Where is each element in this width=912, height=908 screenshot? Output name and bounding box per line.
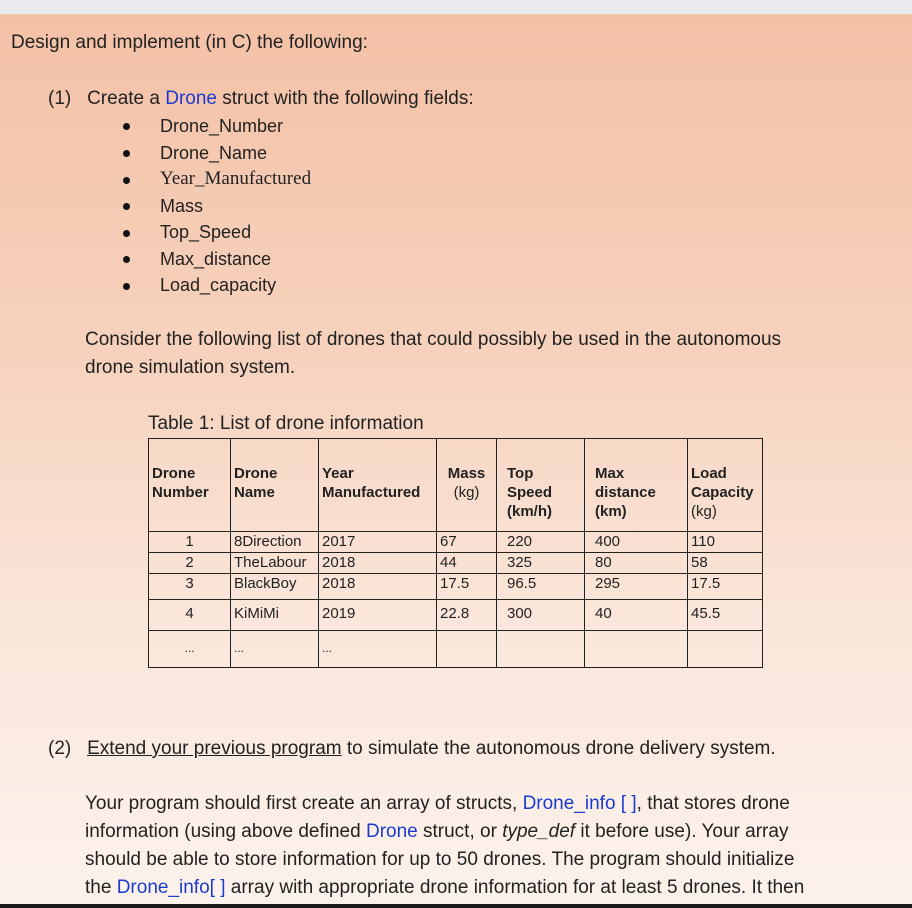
cell-year: 2019 — [319, 600, 437, 631]
cell-top-speed: 220 — [497, 532, 585, 553]
cell-mass: 22.8 — [437, 600, 497, 631]
cell-name: ... — [231, 631, 319, 668]
consider-line-1: Consider the following list of drones that could possibly be used in the autonomous — [85, 329, 782, 350]
list-item: Drone_Name — [160, 143, 268, 163]
table-header-row — [149, 439, 763, 532]
part2-number: (2) — [48, 738, 72, 759]
cell-mass: 17.5 — [437, 574, 497, 600]
header-top-speed: Top Speed (km/h) — [497, 439, 585, 532]
text-run: array with appropriate drone information for at least 5 drones. It then — [230, 877, 805, 898]
table-row — [149, 600, 763, 631]
cell-load-capacity: 17.5 — [688, 574, 763, 600]
cell-max-distance: 400 — [585, 532, 688, 553]
part2-para-line-1 — [85, 792, 790, 816]
part2-line — [48, 737, 776, 761]
bullet-icon — [123, 150, 130, 157]
cell-max-distance — [585, 631, 688, 668]
list-item: Max_distance — [160, 249, 272, 269]
cell-number: ... — [149, 631, 231, 668]
cell-name: TheLabour — [231, 553, 319, 574]
cell-max-distance: 80 — [585, 553, 688, 574]
part2-para-line-3: should be able to store information for up to 50 drones. The program should initialize — [85, 849, 795, 870]
drone-table — [148, 438, 763, 668]
drone-info-array-name: Drone_info [ ] — [522, 793, 637, 814]
text-run: the — [85, 877, 112, 898]
table-row — [149, 532, 763, 553]
extend-previous-program-link[interactable]: Extend your previous program — [87, 738, 342, 759]
part1-line — [48, 87, 474, 111]
part2-rest: to simulate the autonomous drone delivery system. — [346, 738, 776, 759]
drone-struct-name: Drone — [165, 88, 217, 109]
page-heading: Design and implement (in C) the following: — [11, 32, 368, 53]
window-bottom-edge — [0, 904, 912, 908]
cell-top-speed — [497, 631, 585, 668]
table-caption: Table 1: List of drone information — [148, 413, 424, 434]
window-top-strip — [0, 0, 912, 14]
bullet-icon — [123, 177, 130, 184]
table-row — [149, 553, 763, 574]
part2-para-line-2 — [85, 820, 788, 844]
cell-load-capacity: 45.5 — [688, 600, 763, 631]
list-item: Load_capacity — [160, 275, 277, 295]
drone-info-array-ref: Drone_info[ ] — [116, 877, 226, 898]
cell-name: 8Direction — [231, 532, 319, 553]
cell-mass: 67 — [437, 532, 497, 553]
drone-struct-ref: Drone — [365, 821, 418, 842]
text-run: struct, or — [423, 821, 497, 842]
cell-mass: 44 — [437, 553, 497, 574]
cell-year: 2018 — [319, 574, 437, 600]
cell-year: 2018 — [319, 553, 437, 574]
cell-number: 4 — [149, 600, 231, 631]
header-mass: Mass (kg) — [437, 439, 497, 532]
cell-top-speed: 325 — [497, 553, 585, 574]
cell-name: KiMiMi — [231, 600, 319, 631]
cell-year: 2017 — [319, 532, 437, 553]
bullet-icon — [123, 123, 130, 130]
header-drone-name: Drone Name — [231, 439, 319, 532]
list-item: Top_Speed — [160, 222, 252, 242]
part1-post: struct with the following fields: — [222, 88, 474, 109]
part1-number: (1) — [48, 88, 72, 109]
table-row — [149, 631, 763, 668]
bullet-icon — [123, 283, 130, 290]
header-max-distance: Max distance (km) — [585, 439, 688, 532]
list-item: Year_Manufactured — [160, 168, 312, 189]
cell-load-capacity: 110 — [688, 532, 763, 553]
cell-top-speed: 300 — [497, 600, 585, 631]
cell-name: BlackBoy — [231, 574, 319, 600]
text-run: information (using above defined — [85, 821, 361, 842]
cell-number: 1 — [149, 532, 231, 553]
cell-max-distance: 295 — [585, 574, 688, 600]
cell-mass — [437, 631, 497, 668]
cell-number: 2 — [149, 553, 231, 574]
text-run: Your program should first create an array of structs, — [85, 793, 518, 814]
part2-para-line-4 — [85, 876, 804, 900]
table-row — [149, 574, 763, 600]
consider-line-2: drone simulation system. — [85, 357, 296, 378]
cell-load-capacity: 58 — [688, 553, 763, 574]
cell-max-distance: 40 — [585, 600, 688, 631]
header-drone-number: Drone Number — [149, 439, 231, 532]
bullet-icon — [123, 230, 130, 237]
cell-load-capacity — [688, 631, 763, 668]
text-run: , that stores drone — [636, 793, 790, 814]
cell-year: ... — [319, 631, 437, 668]
cell-top-speed: 96.5 — [497, 574, 585, 600]
text-run: it before use). Your array — [580, 821, 789, 842]
header-year-manufactured: Year Manufactured — [319, 439, 437, 532]
header-load-capacity: Load Capacity (kg) — [688, 439, 763, 532]
bullet-icon — [123, 256, 130, 263]
part1-pre: Create a — [87, 88, 160, 109]
list-item: Drone_Number — [160, 116, 284, 136]
bullet-icon — [123, 203, 130, 210]
list-item: Mass — [160, 196, 204, 216]
typedef-term: type_def — [502, 821, 576, 842]
cell-number: 3 — [149, 574, 231, 600]
